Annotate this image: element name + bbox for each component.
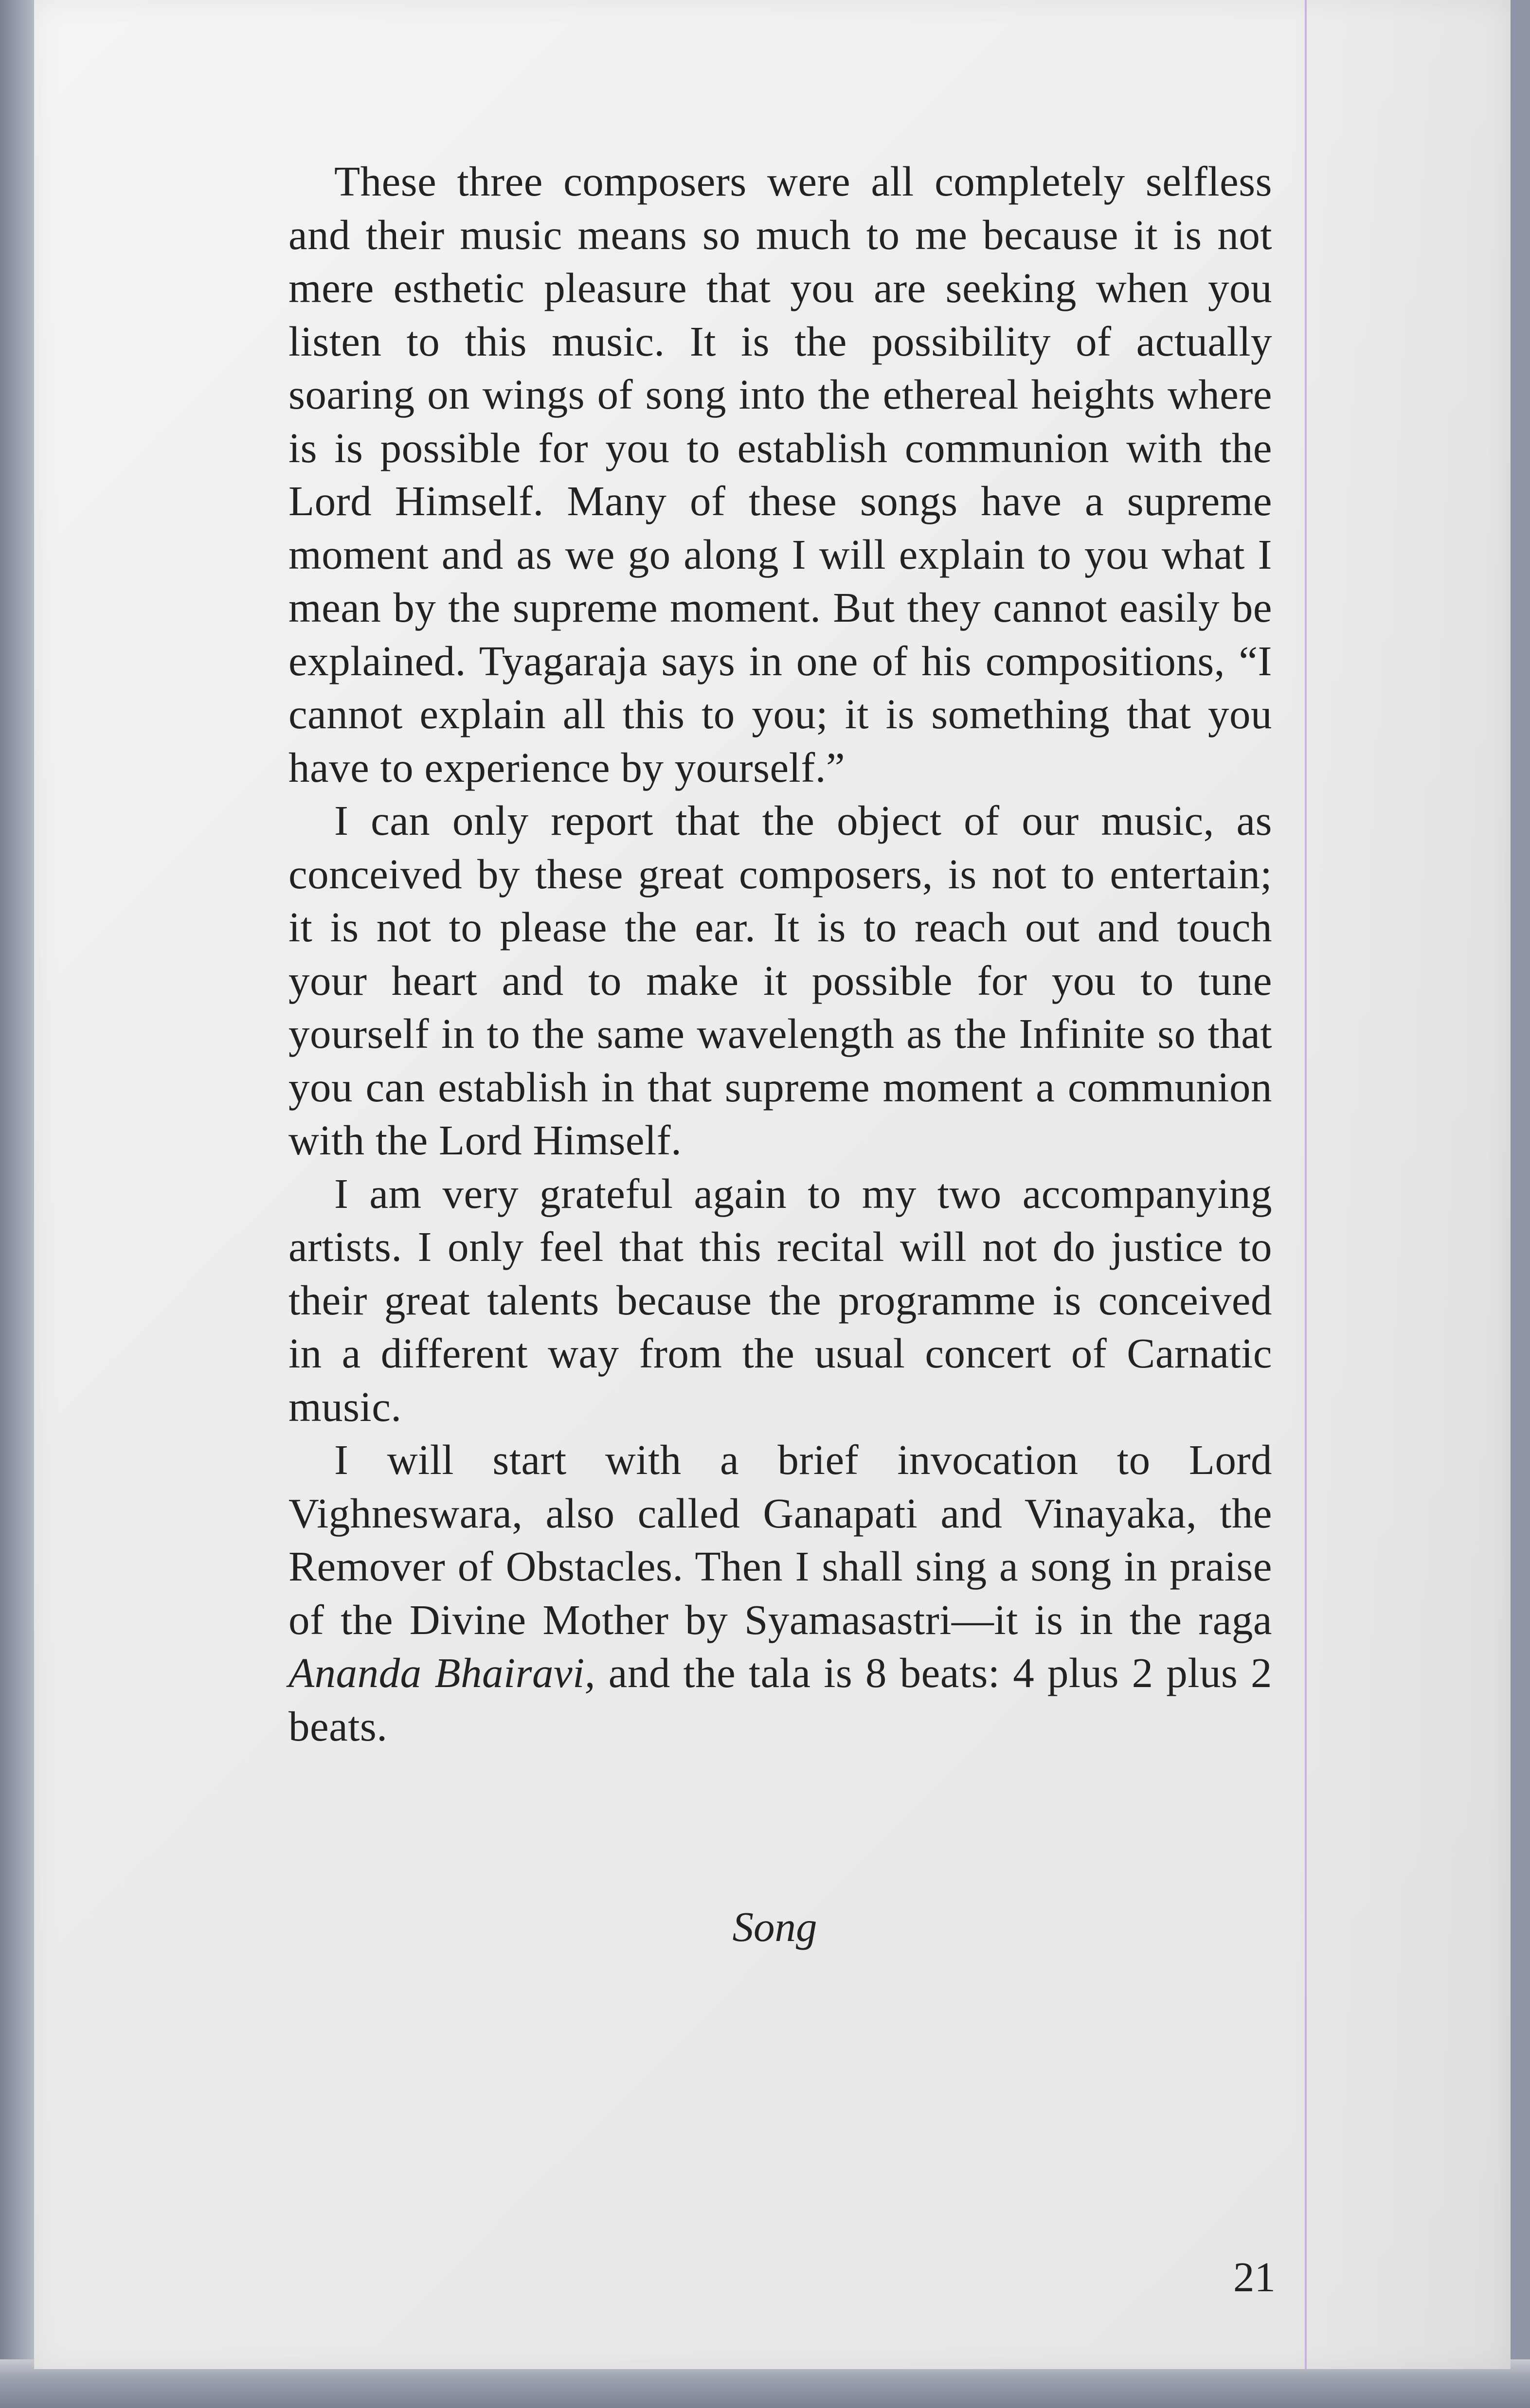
paragraph-4-tala: and the tala is 8 beats: 4 plus 2 plus 2 beats. [288,1649,1272,1750]
margin-line [1305,0,1307,2369]
paragraph-1: These three composers were all completely selfless and their music means so much to me because it is not mere esthetic pleasure that you are seeking when you listen to this music. It is the possibility of actually soaring on wings of song into the ethereal heights where is is possible for you to establish communion with the Lord Himself. Many of these songs have a supreme moment and as we go along I will explain to you what I mean by the supreme moment. But they cannot easily be explained. Tyagaraja says in one of his compositions, “I cannot explain all this to you; it is something that you have to experience by yourself.” [288,158,1272,791]
body-text [288,155,1272,1753]
page-number: 21 [1233,2253,1276,2300]
paragraph-4 [288,1433,1272,1753]
paragraph-2: I can only report that the object of our music, as conceived by these great composers, is not to entertain; it is not to please the ear. It is to reach out and touch your heart and to make it possible for you to tune yourself in to the same wavelength as the Infinite so that you can establish in that supreme moment a communion with the Lord Himself. [288,797,1272,1164]
raga-name: Ananda Bhairavi, [288,1649,596,1696]
paragraph-3: I am very grateful again to my two accompanying artists. I only feel that this recital will not do justice to their great talents because the programme is conceived in a different way from the usual concert of Carnatic music. [288,1169,1272,1430]
paragraph-4-intro: I will start with a brief invocation to Lord Vighneswara, also called Ganapati and Vinayaka, the Remover of Obstacles. Then I shall sing a song in praise of the Divine Mother by Syamasastri—it is in the raga [288,1436,1272,1643]
section-heading: Song [732,1903,817,1950]
page-fold-shadow [1282,0,1511,2369]
